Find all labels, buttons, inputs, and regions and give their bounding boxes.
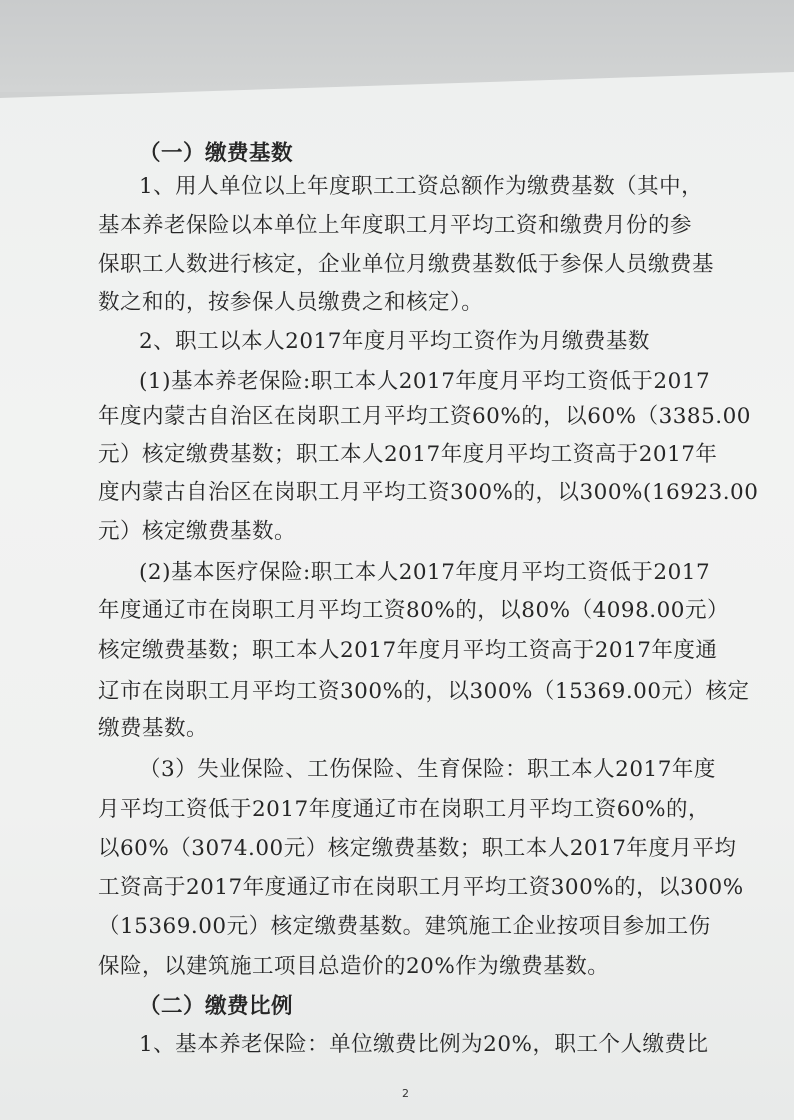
paragraph-line: 1、基本养老保险：单位缴费比例为20%，职工个人缴费比 [139, 1032, 709, 1057]
paragraph-line: 元）核定缴费基数；职工本人2017年度月平均工资高于2017年 [98, 442, 718, 467]
paragraph-line: 工资高于2017年度通辽市在岗职工月平均工资300%的，以300% [98, 875, 744, 900]
section-heading-contribution-base: （一）缴费基数 [139, 141, 294, 166]
paragraph-line: 度内蒙古自治区在岗职工月平均工资300%的，以300%(16923.00 [98, 480, 759, 505]
paragraph-line: 月平均工资低于2017年度通辽市在岗职工月平均工资60%的， [98, 797, 711, 822]
paragraph-line: 核定缴费基数；职工本人2017年度月平均工资高于2017年度通 [98, 638, 718, 663]
paragraph-line: (2)基本医疗保险:职工本人2017年度月平均工资低于2017 [139, 560, 711, 585]
paragraph-line: （15369.00元）核定缴费基数。建筑施工企业按项目参加工伤 [98, 914, 711, 939]
paragraph-line: 2、职工以本人2017年度月平均工资作为月缴费基数 [139, 329, 650, 354]
paragraph-line: 元）核定缴费基数。 [98, 519, 297, 544]
paragraph-line: 数之和的，按参保人员缴费之和核定）。 [98, 290, 484, 315]
paragraph-line: 缴费基数。 [98, 716, 209, 741]
paragraph-line: 年度通辽市在岗职工月平均工资80%的，以80%（4098.00元） [98, 598, 729, 623]
paragraph-line: 保险，以建筑施工项目总造价的20%作为缴费基数。 [98, 954, 610, 979]
paragraph-line: 1、用人单位以上年度职工工资总额作为缴费基数（其中， [139, 174, 704, 199]
paragraph-line: (1)基本养老保险:职工本人2017年度月平均工资低于2017 [139, 369, 711, 394]
paragraph-line: （3）失业保险、工伤保险、生育保险：职工本人2017年度 [139, 757, 716, 782]
page-number: 2 [402, 1087, 409, 1100]
paragraph-line: 基本养老保险以本单位上年度职工月平均工资和缴费月份的参 [98, 213, 693, 238]
section-heading-contribution-ratio: （二）缴费比例 [139, 994, 294, 1019]
paragraph-line: 以60%（3074.00元）核定缴费基数；职工本人2017年度月平均 [98, 836, 737, 861]
paragraph-line: 辽市在岗职工月平均工资300%的，以300%（15369.00元）核定 [98, 679, 750, 704]
paragraph-line: 年度内蒙古自治区在岗职工月平均工资60%的，以60%（3385.00 [98, 404, 751, 429]
paragraph-line: 保职工人数进行核定，企业单位月缴费基数低于参保人员缴费基 [98, 252, 715, 277]
